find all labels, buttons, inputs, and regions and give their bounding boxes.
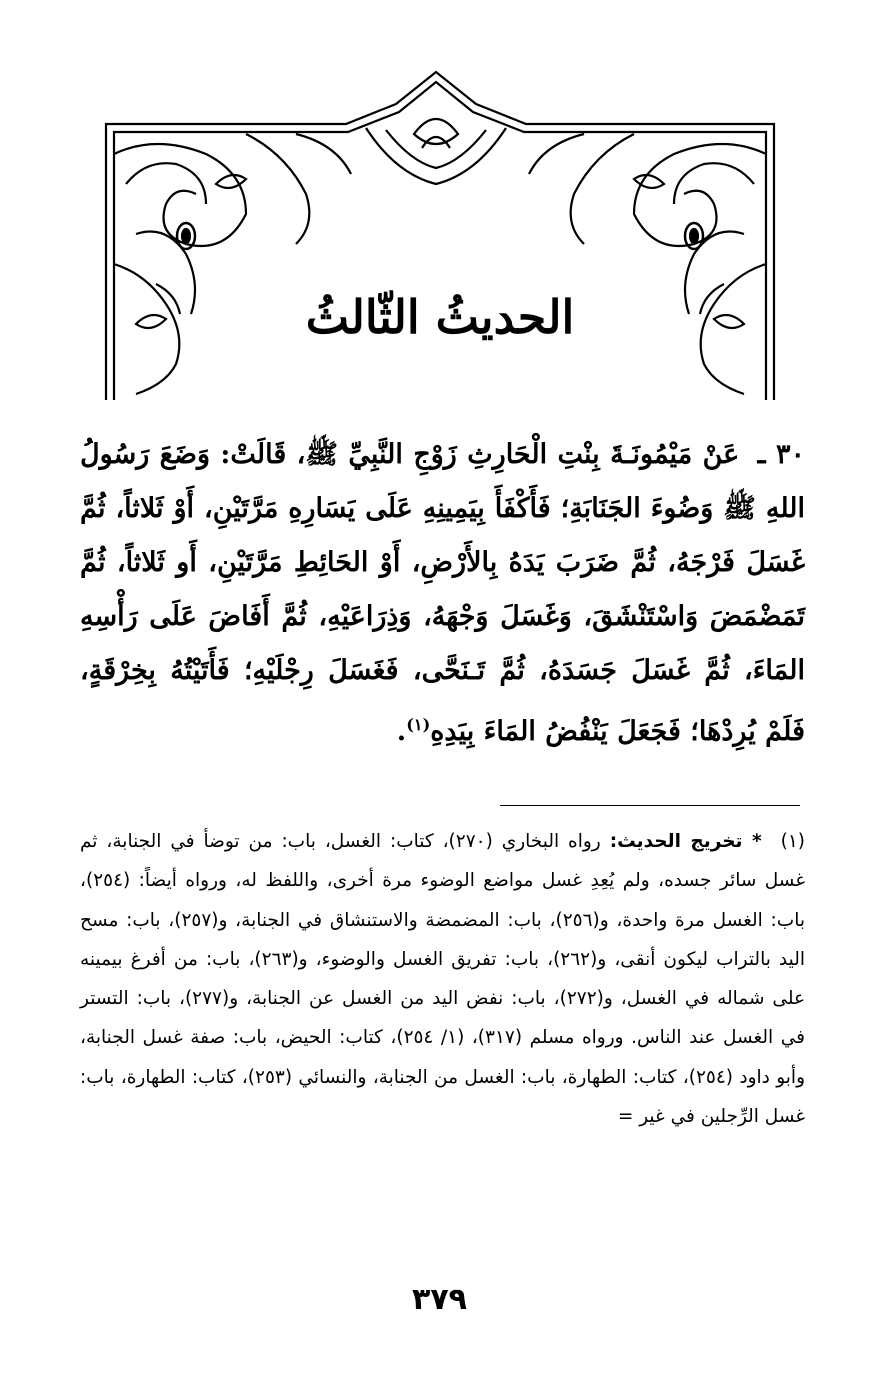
- chapter-title: الحديثُ الثّالثُ: [305, 290, 575, 344]
- footnote-lead: * تخريج الحديث:: [609, 831, 762, 852]
- ornamental-header-frame: [96, 64, 784, 400]
- hadith-number: ٣٠ ـ: [757, 439, 806, 470]
- hadith-body: عَنْ مَيْمُونَـةَ بِنْتِ الْحَارِثِ زَوْجِ النَّبِيِّ ﷺ، قَالَتْ: وَضَعَ رَسُولُ اللهِ ﷺ وَضُوءَ الجَنَابَةِ؛ فَأَكْفَأَ بِيَمِينِهِ عَلَى يَسَارِهِ مَرَّتَيْنِ، أَوْ ثَلاثاً، ثُمَّ غَسَلَ فَرْجَهُ، ثُمَّ ضَرَبَ يَدَهُ بِالأَرْضِ، أَوْ الحَائِطِ مَرَّتَيْنِ، أَو ثَلاثاً، ثُمَّ تَمَضْمَضَ وَاسْتَنْشَقَ، وَغَسَلَ وَجْهَهُ، وَذِرَاعَيْهِ، ثُمَّ أَفَاضَ عَلَى رَأْسِهِ المَاءَ، ثُمَّ غَسَلَ جَسَدَهُ، ثُمَّ تَـنَحَّى، فَغَسَلَ رِجْلَيْهِ؛ فَأَتَيْتُهُ بِخِرْقَةٍ، فَلَمْ يُرِدْهَا؛ فَجَعَلَ يَنْفُضُ المَاءَ بِيَدِهِ: [80, 439, 805, 747]
- hadith-text-block: [80, 428, 805, 759]
- footnote-text: رواه البخاري (٢٧٠)، كتاب: الغسل، باب: من توضأ في الجنابة، ثم غسل سائر جسده، ولم يُعِدِ غسل مواضع الوضوء مرة أخرى، واللفظ له، ورواه أيضاً: (٢٥٤)، باب: الغسل مرة واحدة، و(٢٥٦)، باب: المضمضة والاستنشاق في الجنابة، و(٢٥٧)، باب: مسح اليد بالتراب ليكون أنقى، و(٢٦٢)، باب: تفريق الغسل والوضوء، و(٢٦٣)، باب: من أفرغ بيمينه على شماله في الغسل، و(٢٧٢)، باب: نفض اليد من الغسل عن الجنابة، و(٢٧٧)، باب: التستر في الغسل عند الناس. ورواه مسلم (٣١٧)، (١/ ٢٥٤)، كتاب: الحيض، باب: صفة غسل الجنابة، وأبو داود (٢٥٤)، كتاب: الطهارة، باب: الغسل من الجنابة، والنسائي (٢٥٣)، كتاب: الطهارة، باب: غسل الرِّجلين في غير =: [80, 831, 806, 1128]
- hadith-end: .: [396, 716, 407, 747]
- footnote-separator: [500, 805, 800, 806]
- footnote: [80, 822, 805, 1136]
- footnote-marker: (١): [780, 831, 805, 852]
- page-number: ٣٧٩: [412, 1282, 467, 1317]
- footnote-reference[interactable]: (١): [406, 715, 431, 734]
